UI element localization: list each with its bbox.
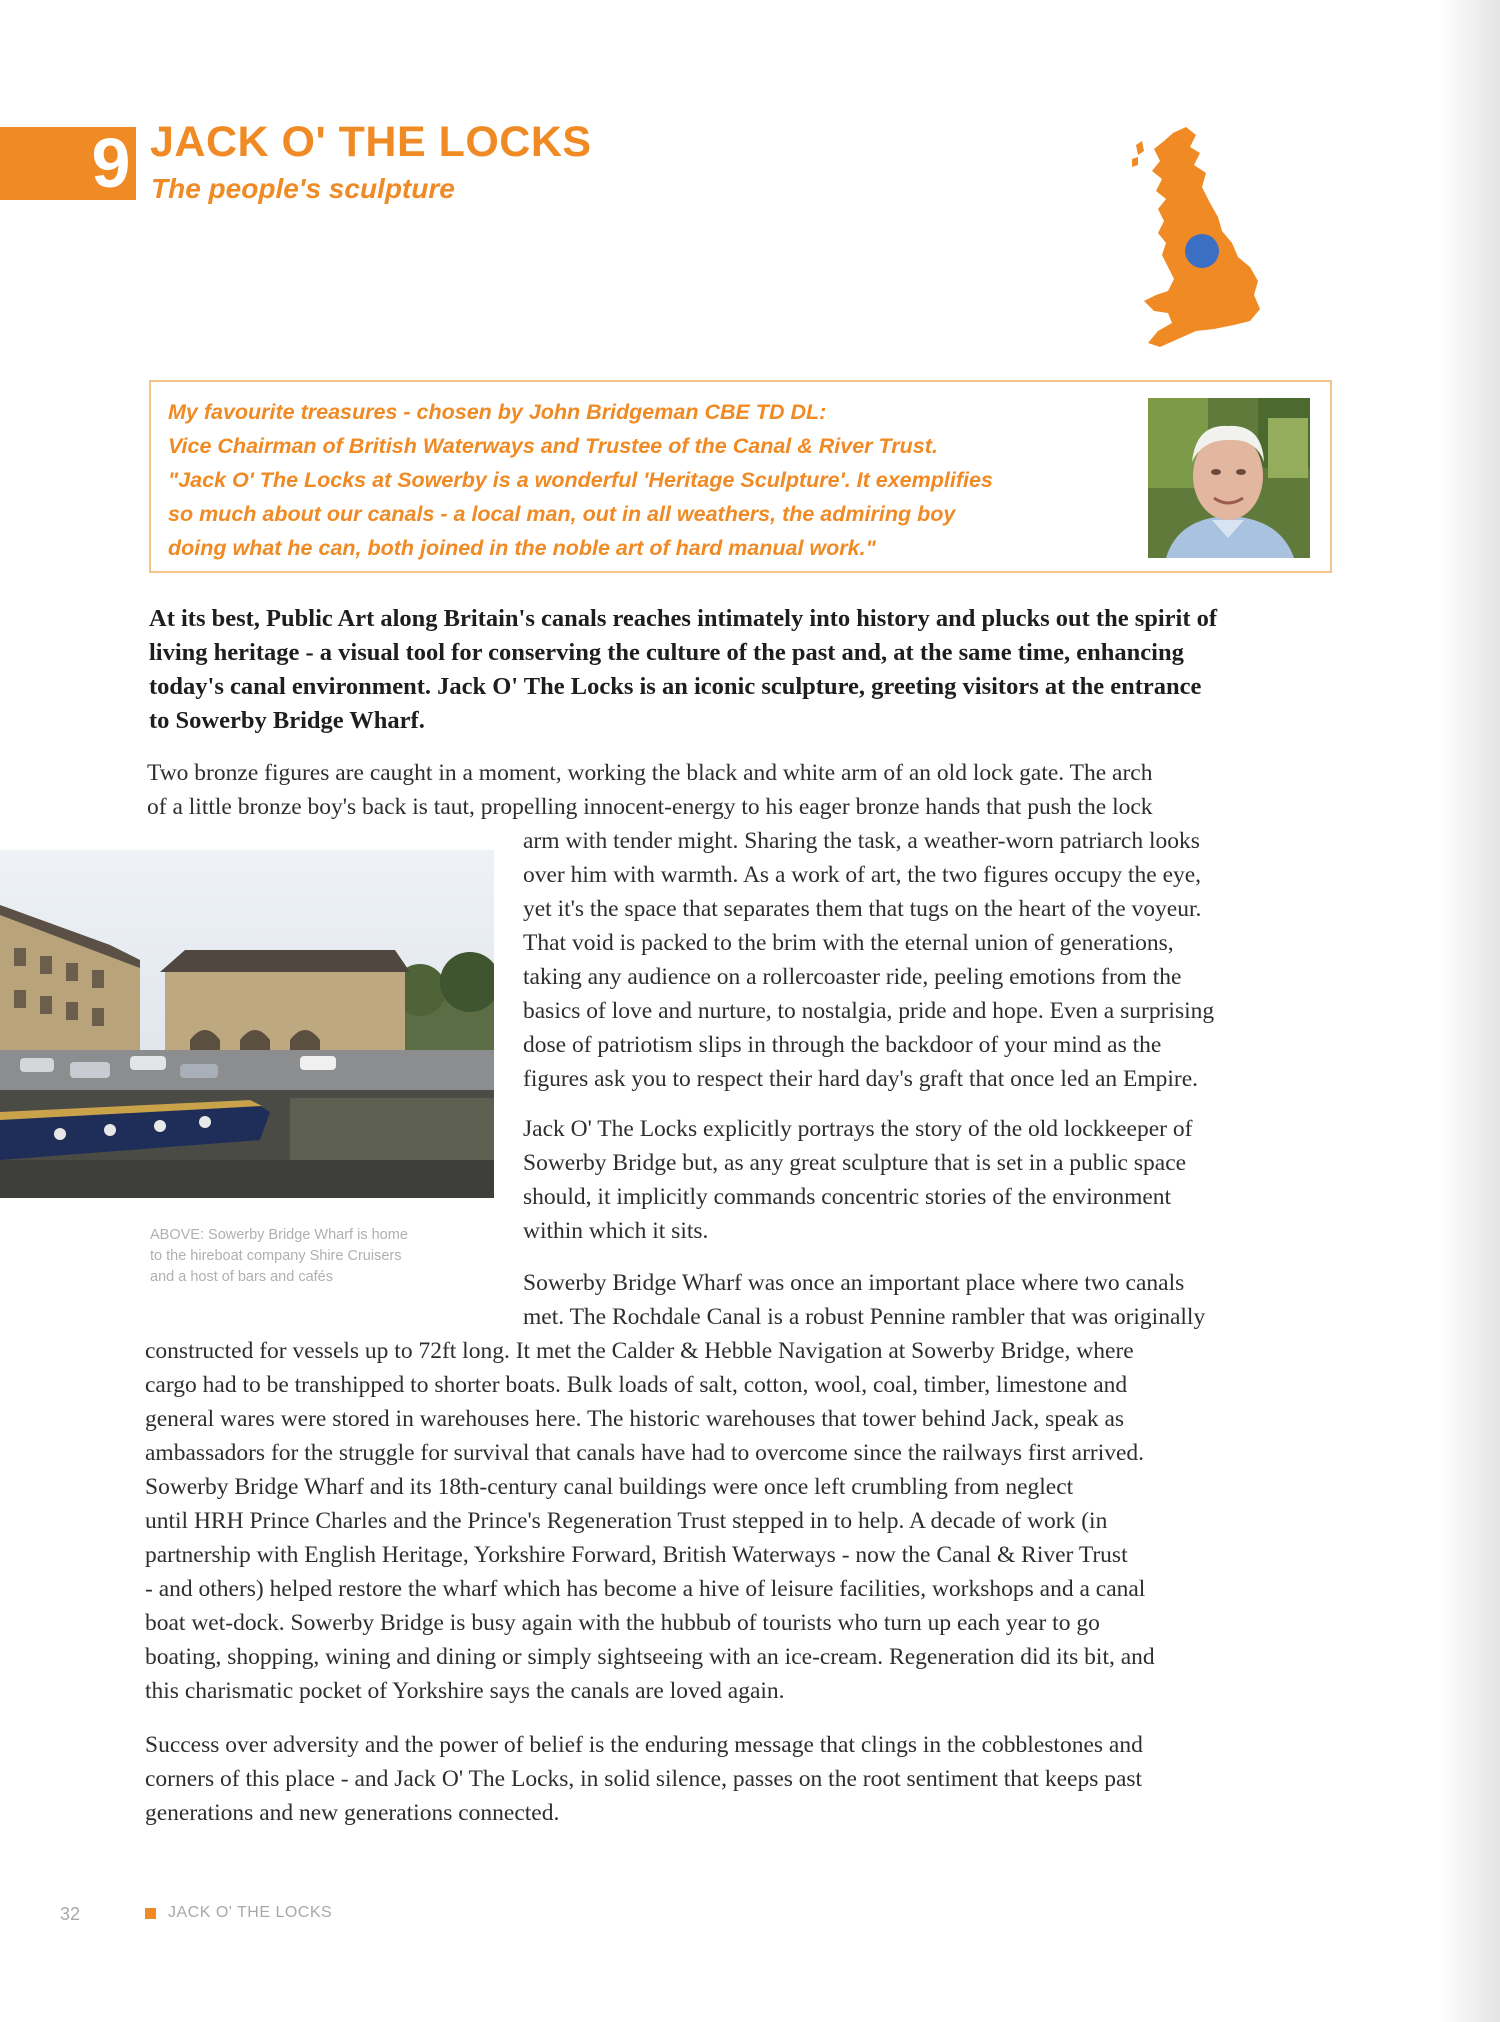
body-line: basics of love and nurture, to nostalgia, pride and hope. Even a surprising — [523, 998, 1215, 1024]
body-line: cargo had to be transhipped to shorter boats. Bulk loads of salt, cotton, wool, coal, timber, limestone and — [145, 1372, 1128, 1398]
body-line: Success over adversity and the power of belief is the enduring message that clings in the cobblestones and — [145, 1732, 1143, 1758]
body-line: until HRH Prince Charles and the Prince's Regeneration Trust stepped in to help. A decade of work (in — [145, 1508, 1108, 1534]
body-line: generations and new generations connected. — [145, 1800, 560, 1826]
location-marker — [1185, 234, 1219, 268]
body-line: boating, shopping, wining and dining or simply sightseeing with an ice-cream. Regeneration did its bit, and — [145, 1644, 1155, 1670]
body-line: arm with tender might. Sharing the task, a weather-worn patriarch looks — [523, 828, 1200, 854]
body-line: That void is packed to the brim with the eternal union of generations, — [523, 930, 1174, 956]
caption-line: ABOVE: Sowerby Bridge Wharf is home — [150, 1227, 408, 1243]
body-line: boat wet-dock. Sowerby Bridge is busy again with the hubbub of tourists who turn up each year to go — [145, 1610, 1100, 1636]
quote-line: Vice Chairman of British Waterways and Trustee of the Canal & River Trust. — [168, 434, 938, 458]
caption-line: and a host of bars and cafés — [150, 1269, 333, 1285]
photo-caption — [150, 1225, 490, 1288]
quote-line: My favourite treasures - chosen by John Bridgeman CBE TD DL: — [168, 400, 827, 424]
body-line: yet it's the space that separates them that tugs on the heart of the voyeur. — [523, 896, 1202, 922]
quote-line: "Jack O' The Locks at Sowerby is a wonderful 'Heritage Sculpture'. It exemplifies — [168, 468, 993, 492]
body-line: Two bronze figures are caught in a moment, working the black and white arm of an old lock gate. The arch — [147, 760, 1153, 786]
uk-map-icon — [1118, 125, 1268, 355]
body-line: Sowerby Bridge but, as any great sculpture that is set in a public space — [523, 1150, 1187, 1176]
page-edge-shadow — [1440, 0, 1500, 2022]
page-title: JACK O' THE LOCKS — [150, 118, 592, 166]
page-number: 32 — [60, 1904, 81, 1924]
body-line: figures ask you to respect their hard day's graft that once led an Empire. — [523, 1066, 1199, 1092]
lead-line: today's canal environment. Jack O' The Locks is an iconic sculpture, greeting visitors at the entrance — [149, 673, 1202, 700]
lead-line: to Sowerby Bridge Wharf. — [149, 707, 425, 734]
quote-line: doing what he can, both joined in the noble art of hard manual work." — [168, 536, 876, 560]
body-line: dose of patriotism slips in through the backdoor of your mind as the — [523, 1032, 1162, 1058]
wharf-photo — [0, 850, 494, 1198]
running-footer: JACK O' THE LOCKS — [168, 1904, 333, 1921]
lead-line: At its best, Public Art along Britain's canals reaches intimately into history and plucks out the spirit of — [149, 605, 1218, 632]
lead-line: living heritage - a visual tool for conserving the culture of the past and, at the same time, enhancing — [149, 639, 1184, 666]
body-line: of a little bronze boy's back is taut, propelling innocent-energy to his eager bronze hands that push the lock — [147, 794, 1153, 820]
body-line: over him with warmth. As a work of art, the two figures occupy the eye, — [523, 862, 1202, 888]
body-line: Sowerby Bridge Wharf and its 18th-century canal buildings were once left crumbling from neglect — [145, 1474, 1074, 1500]
quote-line: so much about our canals - a local man, out in all weathers, the admiring boy — [168, 502, 956, 526]
page-subtitle: The people's sculpture — [151, 173, 455, 204]
body-line: met. The Rochdale Canal is a robust Pennine rambler that was originally — [523, 1304, 1206, 1330]
body-line: this charismatic pocket of Yorkshire says the canals are loved again. — [145, 1678, 785, 1704]
body-line: should, it implicitly commands concentric stories of the environment — [523, 1184, 1172, 1210]
body-line: Sowerby Bridge Wharf was once an important place where two canals — [523, 1270, 1185, 1296]
body-line: ambassadors for the struggle for survival that canals have had to overcome since the railways first arrived. — [145, 1440, 1145, 1466]
body-line: constructed for vessels up to 72ft long. It met the Calder & Hebble Navigation at Sowerby Bridge, where — [145, 1338, 1134, 1364]
body-line: within which it sits. — [523, 1218, 709, 1244]
body-line: partnership with English Heritage, Yorkshire Forward, British Waterways - now the Canal & River Trust — [145, 1542, 1128, 1568]
body-line: Jack O' The Locks explicitly portrays the story of the old lockkeeper of — [523, 1116, 1193, 1142]
quote-text — [168, 395, 1118, 565]
body-line: taking any audience on a rollercoaster ride, peeling emotions from the — [523, 964, 1182, 990]
lead-paragraph — [149, 602, 1339, 738]
portrait-photo — [1148, 398, 1310, 558]
footer-marker-icon — [145, 1908, 156, 1919]
body-line: - and others) helped restore the wharf which has become a hive of leisure facilities, workshops and a canal — [145, 1576, 1146, 1602]
body-line: general wares were stored in warehouses here. The historic warehouses that tower behind Jack, speak as — [145, 1406, 1125, 1432]
chapter-number: 9 — [91, 124, 131, 202]
caption-line: to the hireboat company Shire Cruisers — [150, 1248, 402, 1264]
body-line: corners of this place - and Jack O' The Locks, in solid silence, passes on the root sentiment that keeps past — [145, 1766, 1143, 1792]
